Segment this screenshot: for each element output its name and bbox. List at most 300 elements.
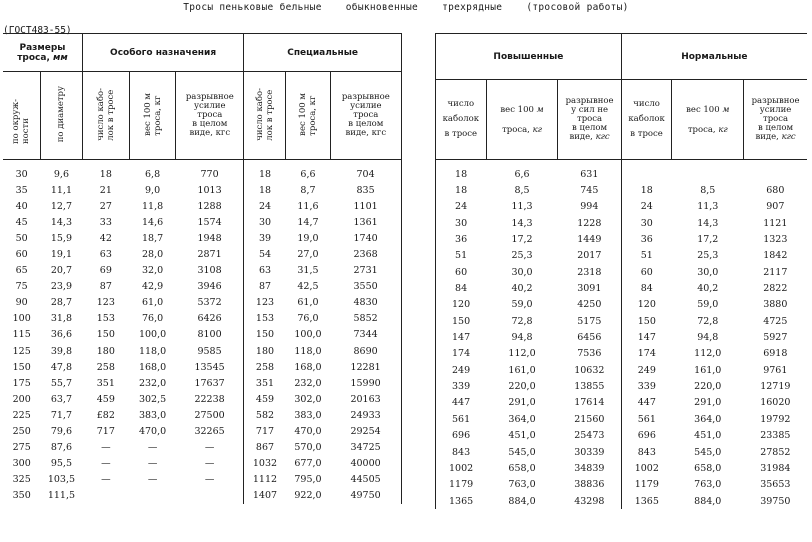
col-inc-strands: [436, 80, 487, 160]
table-cell: 30: [15, 168, 28, 180]
table-cell: 174: [621, 346, 672, 362]
table-cell: 1948: [197, 232, 222, 244]
table-cell: 302,5: [138, 393, 167, 405]
table-cell: 150: [96, 329, 115, 341]
table-row: [436, 428, 808, 444]
table-cell: 8690: [330, 343, 401, 359]
table-row: [3, 456, 402, 472]
table-cell: 50: [15, 232, 28, 244]
col-norm-break-line2: усилие: [759, 105, 792, 115]
table-cell: 59,0: [697, 299, 719, 311]
table-row: [436, 182, 808, 198]
table-cell: 232,0: [138, 377, 167, 389]
table-cell: 147: [621, 329, 672, 345]
table-row: [436, 444, 808, 460]
table-cell: 302,0: [294, 393, 322, 405]
table-cell: 339: [436, 378, 487, 394]
table-cell: 22238: [194, 393, 225, 405]
table-cell: 42: [99, 232, 112, 244]
table-cell: 84: [436, 280, 487, 296]
col-break-b-line4: в целом: [348, 119, 384, 129]
table-cell: 1101: [330, 198, 401, 214]
col-strands-b-line1: число кабо-: [254, 87, 265, 141]
table-cell: 225: [12, 409, 31, 421]
col-break-b-line3: троса: [353, 110, 379, 120]
table-cell: 763,0: [508, 479, 536, 491]
table-cell: —: [147, 474, 158, 486]
table-cell: 680: [766, 185, 785, 197]
table-cell: 42,5: [297, 281, 319, 293]
table-cell: 4830: [330, 295, 401, 311]
table-row: [436, 460, 808, 476]
table-cell: [621, 160, 672, 183]
table-cell: 364,0: [694, 413, 722, 425]
table-cell: 20,7: [50, 265, 72, 277]
col-inc-break-unit: кгс: [595, 132, 610, 142]
table-cell: 249: [621, 362, 672, 378]
table-cell: —: [204, 458, 215, 470]
table-cell: 39: [244, 230, 286, 246]
left-table-body: [3, 160, 402, 504]
table-cell: 1842: [763, 250, 788, 262]
table-cell: 291,0: [508, 397, 536, 409]
table-cell: 19,0: [297, 232, 319, 244]
table-cell: 153: [244, 311, 286, 327]
col-inc-strands-line2: каболок: [442, 114, 480, 124]
col-weight-b-label: [298, 93, 318, 136]
col-inc-weight-unit2: кг: [532, 124, 542, 135]
col-norm-weight-unit: м: [722, 104, 730, 115]
table-row: [436, 231, 808, 247]
col-inc-weight-line1: вес 100: [500, 104, 534, 115]
table-cell: 63,7: [50, 393, 72, 405]
table-cell: 18: [244, 182, 286, 198]
table-cell: 39750: [760, 495, 791, 507]
col-break-b-line5: виде, кгс: [345, 128, 387, 138]
table-cell: 19,1: [50, 249, 72, 261]
table-cell: 884,0: [508, 495, 536, 507]
table-cell: 84: [621, 280, 672, 296]
table-cell: 24: [436, 199, 487, 215]
table-cell: 696: [436, 428, 487, 444]
table-cell: 17,2: [511, 234, 533, 246]
col-break-b-line2: усилие: [350, 101, 382, 111]
table-cell: 3091: [577, 283, 602, 295]
table-row: [436, 346, 808, 362]
header-size: [3, 34, 82, 72]
table-cell: 717: [96, 426, 115, 438]
table-cell: 95,5: [50, 458, 72, 470]
table-cell: 232,0: [294, 377, 322, 389]
col-norm-weight-unit2: кг: [718, 124, 728, 135]
col-inc-weight-unit: м: [536, 104, 544, 115]
col-norm-strands: [621, 80, 672, 160]
table-cell: 11,3: [697, 201, 719, 213]
table-cell: 12,7: [50, 200, 72, 212]
table-cell: 71,7: [50, 409, 72, 421]
table-cell: 12719: [760, 381, 791, 393]
table-cell: 220,0: [694, 381, 722, 393]
table-cell: 5927: [763, 332, 788, 344]
table-cell: 14,6: [141, 216, 164, 228]
table-row: [3, 230, 402, 246]
table-cell: 30: [436, 215, 487, 231]
table-cell: 175: [12, 377, 31, 389]
table-cell: 770: [200, 168, 219, 180]
table-cell: 18: [436, 160, 487, 183]
gost-reference: (ГОСТ483-55): [3, 25, 72, 36]
table-cell: —: [101, 442, 111, 454]
table-cell: 112,0: [508, 348, 536, 360]
table-cell: 28,7: [50, 297, 72, 309]
table-cell: 150: [621, 313, 672, 329]
table-cell: 61,0: [297, 297, 319, 309]
table-cell: 843: [436, 444, 487, 460]
table-cell: 6918: [763, 348, 788, 360]
table-cell: 14,3: [697, 217, 719, 229]
table-cell: 29254: [330, 424, 401, 440]
col-circumference: [3, 72, 40, 160]
col-norm-break-line4: в целом: [758, 123, 794, 133]
table-cell: —: [101, 458, 111, 470]
table-cell: 153: [96, 313, 115, 325]
table-cell: 43298: [574, 495, 605, 507]
col-break-a-line5: виде, кгс: [189, 128, 231, 138]
table-cell: 922,0: [294, 490, 322, 502]
table-cell: 31984: [760, 462, 791, 474]
table-cell: 2731: [330, 263, 401, 279]
table-cell: 11,3: [511, 201, 533, 213]
table-row: [3, 424, 402, 440]
table-cell: 1449: [577, 234, 602, 246]
table-cell: 1112: [244, 472, 286, 488]
table-cell: 23385: [760, 430, 791, 442]
table-cell: 30339: [574, 446, 605, 458]
col-inc-break: [558, 80, 621, 160]
table-cell: 339: [621, 378, 672, 394]
table-cell: 795,0: [294, 474, 322, 486]
table-cell: 28,0: [141, 249, 164, 261]
table-cell: 7536: [577, 348, 602, 360]
table-cell: 17,2: [697, 234, 719, 246]
table-cell: 112,0: [694, 348, 722, 360]
table-cell: 100,0: [294, 329, 322, 341]
table-cell: 40,2: [697, 283, 719, 295]
col-break-a-line2: усилие: [194, 101, 226, 111]
table-cell: 45: [15, 216, 28, 228]
col-norm-strands-line2: каболок: [628, 114, 665, 124]
table-cell: —: [147, 458, 158, 470]
table-cell: 16020: [760, 397, 791, 409]
table-cell: —: [101, 474, 111, 486]
table-cell: 34839: [574, 462, 605, 474]
table-cell: 147: [436, 329, 487, 345]
table-cell: 13855: [574, 381, 605, 393]
table-cell: 36: [436, 231, 487, 247]
col-strands-b: [244, 72, 286, 160]
table-cell: 150: [436, 313, 487, 329]
table-cell: 200: [12, 393, 31, 405]
table-cell: 51: [436, 248, 487, 264]
table-cell: 11,1: [50, 184, 72, 196]
table-cell: 2017: [577, 250, 602, 262]
table-row: [3, 198, 402, 214]
table-row: [3, 311, 402, 327]
table-cell: 40000: [330, 456, 401, 472]
table-cell: 5175: [577, 315, 602, 327]
table-cell: 545,0: [694, 446, 722, 458]
table-cell: 123: [244, 295, 286, 311]
table-cell: 61,0: [141, 297, 164, 309]
table-cell: [672, 160, 744, 183]
table-cell: 2368: [330, 246, 401, 262]
table-row: [3, 295, 402, 311]
table-cell: 18: [436, 182, 487, 198]
table-cell: 168,0: [138, 361, 167, 373]
table-row: [436, 199, 808, 215]
table-cell: 87: [99, 281, 112, 293]
table-cell: 3946: [197, 281, 222, 293]
table-cell: 161,0: [508, 364, 536, 376]
table-cell: 8,5: [700, 185, 716, 197]
col-strands-a-label: [96, 88, 116, 141]
table-cell: 8,5: [514, 185, 530, 197]
table-cell: 39,8: [50, 345, 72, 357]
table-cell: 125: [12, 345, 31, 357]
table-cell: 111,5: [47, 490, 76, 502]
table-cell: 258: [96, 361, 115, 373]
table-cell: 63: [244, 263, 286, 279]
table-cell: 1361: [330, 214, 401, 230]
table-cell: 11,8: [141, 200, 164, 212]
col-inc-weight: [486, 80, 558, 160]
table-cell: 907: [766, 201, 785, 213]
col-break-a: [176, 72, 244, 160]
table-cell: 6,8: [145, 168, 161, 180]
table-cell: 1574: [197, 216, 222, 228]
table-cell: 60: [621, 264, 672, 280]
table-cell: 704: [330, 160, 401, 183]
col-break-a-line3: троса: [197, 110, 223, 120]
col-norm-weight-line1: вес 100: [686, 104, 720, 115]
table-cell: 220,0: [508, 381, 536, 393]
table-cell: 843: [621, 444, 672, 460]
header-normal: Нормальные: [621, 34, 807, 80]
table-cell: 9,0: [145, 184, 161, 196]
table-cell: 90: [15, 297, 28, 309]
table-cell: 24: [244, 198, 286, 214]
table-cell: 18: [99, 168, 112, 180]
table-cell: 72,8: [511, 315, 533, 327]
table-cell: 2822: [763, 283, 788, 295]
table-cell: 19792: [760, 413, 791, 425]
table-row: [436, 280, 808, 296]
table-row: [3, 488, 402, 504]
table-cell: 745: [580, 185, 599, 197]
col-diameter: [40, 72, 82, 160]
header-special-purpose: Особого назначения: [82, 34, 243, 72]
table-cell: 696: [621, 428, 672, 444]
header-special: Специальные: [244, 34, 402, 72]
table-cell: 35653: [760, 479, 791, 491]
table-cell: 24: [621, 199, 672, 215]
table-cell: 3880: [763, 299, 788, 311]
table-cell: 7344: [330, 327, 401, 343]
table-cell: 8100: [197, 329, 222, 341]
table-cell: 447: [621, 395, 672, 411]
table-row: [3, 343, 402, 359]
table-cell: 9585: [197, 345, 222, 357]
table-cell: 658,0: [508, 462, 536, 474]
table-row: [3, 327, 402, 343]
table-cell: 87: [244, 279, 286, 295]
table-cell: 6,6: [514, 168, 530, 180]
col-norm-weight-line2: троса,: [687, 124, 716, 135]
table-cell: 75: [15, 281, 28, 293]
table-cell: 1013: [197, 184, 222, 196]
table-cell: 150: [12, 361, 31, 373]
table-row: [3, 440, 402, 456]
table-cell: 40,2: [511, 283, 533, 295]
table-cell: 459: [96, 393, 115, 405]
table-cell: 9761: [763, 364, 788, 376]
table-row: [436, 362, 808, 378]
table-cell: 6,6: [300, 168, 316, 180]
col-strands-b-line2: лок в тросе: [264, 89, 275, 141]
table-cell: 4250: [577, 299, 602, 311]
table-cell: 2871: [197, 249, 222, 261]
table-cell: 25,3: [697, 250, 719, 262]
col-inc-break-line5: виде,: [569, 132, 593, 142]
table-cell: £82: [96, 409, 115, 421]
table-row: [436, 313, 808, 329]
col-inc-break-line4: в целом: [572, 123, 608, 133]
table-cell: 470,0: [294, 426, 322, 438]
table-cell: 2318: [577, 266, 602, 278]
table-row: [436, 215, 808, 231]
table-cell: 15990: [330, 375, 401, 391]
table-cell: 545,0: [508, 446, 536, 458]
table-cell: [744, 160, 807, 183]
table-cell: 31,5: [297, 265, 319, 277]
table-row: [436, 160, 808, 183]
header-size-unit: мм: [53, 52, 68, 63]
table-row: [436, 493, 808, 509]
table-row: [3, 472, 402, 488]
table-cell: 994: [580, 201, 599, 213]
col-inc-break-line2: у сил не: [571, 105, 609, 115]
table-cell: 59,0: [511, 299, 533, 311]
table-cell: 1407: [244, 488, 286, 504]
col-weight-b-line1: вес 100 м: [297, 92, 308, 136]
col-weight-a-label: [143, 93, 163, 136]
left-table: [3, 33, 402, 504]
table-cell: 69: [99, 265, 112, 277]
col-norm-strands-line3: в тросе: [630, 129, 663, 139]
table-row: [3, 407, 402, 423]
table-row: [3, 246, 402, 262]
table-cell: 561: [621, 411, 672, 427]
table-cell: 470,0: [138, 426, 167, 438]
table-cell: 44505: [330, 472, 401, 488]
header-size-label: Размеры троса,: [17, 42, 66, 63]
table-cell: 18,7: [141, 232, 164, 244]
table-cell: 34725: [330, 440, 401, 456]
table-cell: 27852: [760, 446, 791, 458]
table-cell: 76,0: [141, 313, 164, 325]
table-cell: [129, 488, 176, 504]
table-cell: 14,3: [511, 217, 533, 229]
table-row: [3, 263, 402, 279]
col-strands-a-line2: лок в тросе: [105, 89, 116, 141]
col-inc-break-line3: троса: [577, 114, 603, 124]
table-row: [436, 248, 808, 264]
table-cell: 21560: [574, 413, 605, 425]
col-inc-break-line1: разрывное: [565, 96, 614, 106]
table-cell: 4725: [763, 315, 788, 327]
table-cell: 1121: [763, 217, 788, 229]
table-cell: 351: [244, 375, 286, 391]
table-cell: 30,0: [697, 266, 719, 278]
table-cell: 10632: [574, 364, 605, 376]
table-row: [436, 411, 808, 427]
table-cell: 100: [12, 313, 31, 325]
table-cell: 33: [99, 216, 112, 228]
table-cell: 763,0: [694, 479, 722, 491]
table-cell: 570,0: [294, 442, 322, 454]
col-break-b-line1: разрывное: [341, 92, 390, 102]
col-inc-weight-line2: троса,: [502, 124, 530, 135]
table-row: [436, 378, 808, 394]
col-inc-strands-line3: в тросе: [444, 129, 478, 139]
table-cell: 1740: [330, 230, 401, 246]
table-cell: 6426: [197, 313, 222, 325]
table-cell: 14,3: [50, 216, 72, 228]
col-circumference-label: по окруж-ности: [11, 98, 32, 144]
table-cell: 42,9: [141, 281, 164, 293]
table-cell: 120: [436, 297, 487, 313]
table-cell: 835: [330, 182, 401, 198]
table-cell: 1365: [436, 493, 487, 509]
table-cell: 1179: [621, 477, 672, 493]
table-cell: 351: [96, 377, 115, 389]
table-cell: 1323: [763, 234, 788, 246]
table-cell: 1032: [244, 456, 286, 472]
table-cell: 35: [15, 184, 28, 196]
table-cell: 120: [621, 297, 672, 313]
table-cell: 249: [436, 362, 487, 378]
table-row: [436, 395, 808, 411]
table-cell: 168,0: [294, 361, 322, 373]
col-weight-a-line1: вес 100 м: [142, 92, 153, 136]
col-diameter-label: по диаметру: [56, 85, 67, 143]
right-table-body: [436, 160, 808, 510]
col-norm-break-line1: разрывное: [751, 96, 800, 106]
col-break-a-line1: разрывное: [185, 92, 234, 102]
col-break-a-line4: в целом: [192, 119, 228, 129]
table-cell: 1002: [436, 460, 487, 476]
table-row: [436, 329, 808, 345]
col-weight-a-line2: троса, кг: [152, 95, 163, 136]
table-cell: 118,0: [138, 345, 167, 357]
table-cell: 17637: [194, 377, 225, 389]
table-cell: 383,0: [138, 409, 167, 421]
col-weight-b-line2: троса, кг: [307, 95, 318, 136]
table-cell: 36: [621, 231, 672, 247]
table-cell: 300: [12, 458, 31, 470]
table-cell: 15,9: [50, 232, 72, 244]
table-cell: 451,0: [508, 430, 536, 442]
